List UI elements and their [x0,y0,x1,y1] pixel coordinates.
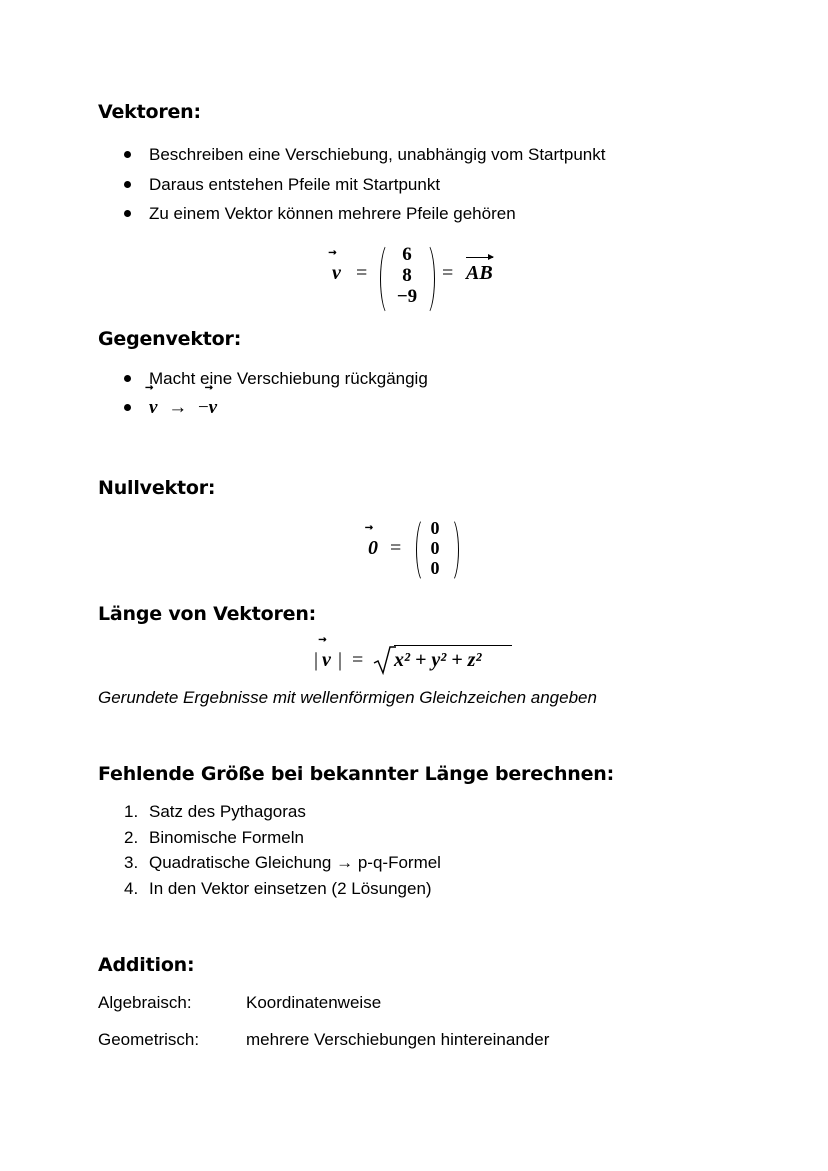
bullet-icon [124,151,131,158]
right-paren-icon [416,242,435,316]
equals-sign: = [356,262,368,284]
component: 0 [430,518,440,538]
heading-gegenvektor: Gegenvektor: [98,328,242,350]
vector-v-symbol: ⃗ v [149,398,157,418]
component: 0 [430,538,440,558]
addition-value: mehrere Verschiebungen hintereinander [246,1030,550,1049]
heading-laenge: Länge von Vektoren: [98,603,317,625]
component: 0 [430,558,440,578]
step-number: 3. [124,853,139,872]
component: −9 [396,286,418,307]
step-text: Quadratische Gleichung → p-q-Formel [149,853,441,872]
laenge-formula [314,645,534,679]
bullet-icon [124,404,131,411]
step-number: 2. [124,828,139,847]
vector-v-symbol: ⃗ v [332,262,341,285]
addition-label: Geometrisch: [98,1030,200,1049]
arrow-right-icon: → [168,397,188,418]
vector-zero-symbol: ⃗ 0 [368,537,378,560]
right-paren-icon [442,517,459,583]
step-number: 4. [124,879,139,898]
component: 8 [402,265,412,286]
square-root-icon [372,645,396,675]
radicand: x² + y² + z² [394,649,482,671]
heading-fehlende: Fehlende Größe bei bekannter Länge berechnen: [98,763,615,785]
bullet-icon [124,375,131,382]
step-text: Satz des Pythagoras [149,802,306,821]
vector-v-symbol: ⃗ v [209,398,217,418]
heading-nullvektor: Nullvektor: [98,477,216,499]
vector-ab-symbol: AB [466,262,493,284]
bullet-icon [124,210,131,217]
vector-arrow-icon [466,257,493,258]
bullet-text: Daraus entstehen Pfeile mit Startpunkt [149,175,441,194]
bullet-icon [124,181,131,188]
heading-addition: Addition: [98,954,195,976]
bullet-text: Macht eine Verschiebung rückgängig [149,369,428,388]
abs-bar: | [338,649,343,671]
component: 6 [402,244,412,265]
minus-sign: − [197,397,209,418]
vector-v-symbol: ⃗ v [322,649,331,672]
gegenvektor-formula [149,398,217,418]
step-text: Binomische Formeln [149,828,304,847]
equals-sign: = [352,649,364,671]
step-text: In den Vektor einsetzen (2 Lösungen) [149,879,432,898]
heading-vektoren: Vektoren: [98,101,201,123]
bullet-text: Zu einem Vektor können mehrere Pfeile gehören [149,204,516,223]
equals-sign: = [442,262,454,284]
equals-sign: = [390,537,402,559]
nullvektor-formula [366,515,476,585]
addition-value: Koordinatenweise [246,993,382,1012]
vector-formula [320,238,520,320]
abs-bar: | [314,649,319,671]
addition-label: Algebraisch: [98,993,192,1012]
bullet-text: Beschreiben eine Verschiebung, unabhängig vom Startpunkt [149,145,606,164]
laenge-note: Gerundete Ergebnisse mit wellenförmigen Gleichzeichen angeben [98,688,597,707]
step-number: 1. [124,802,139,821]
